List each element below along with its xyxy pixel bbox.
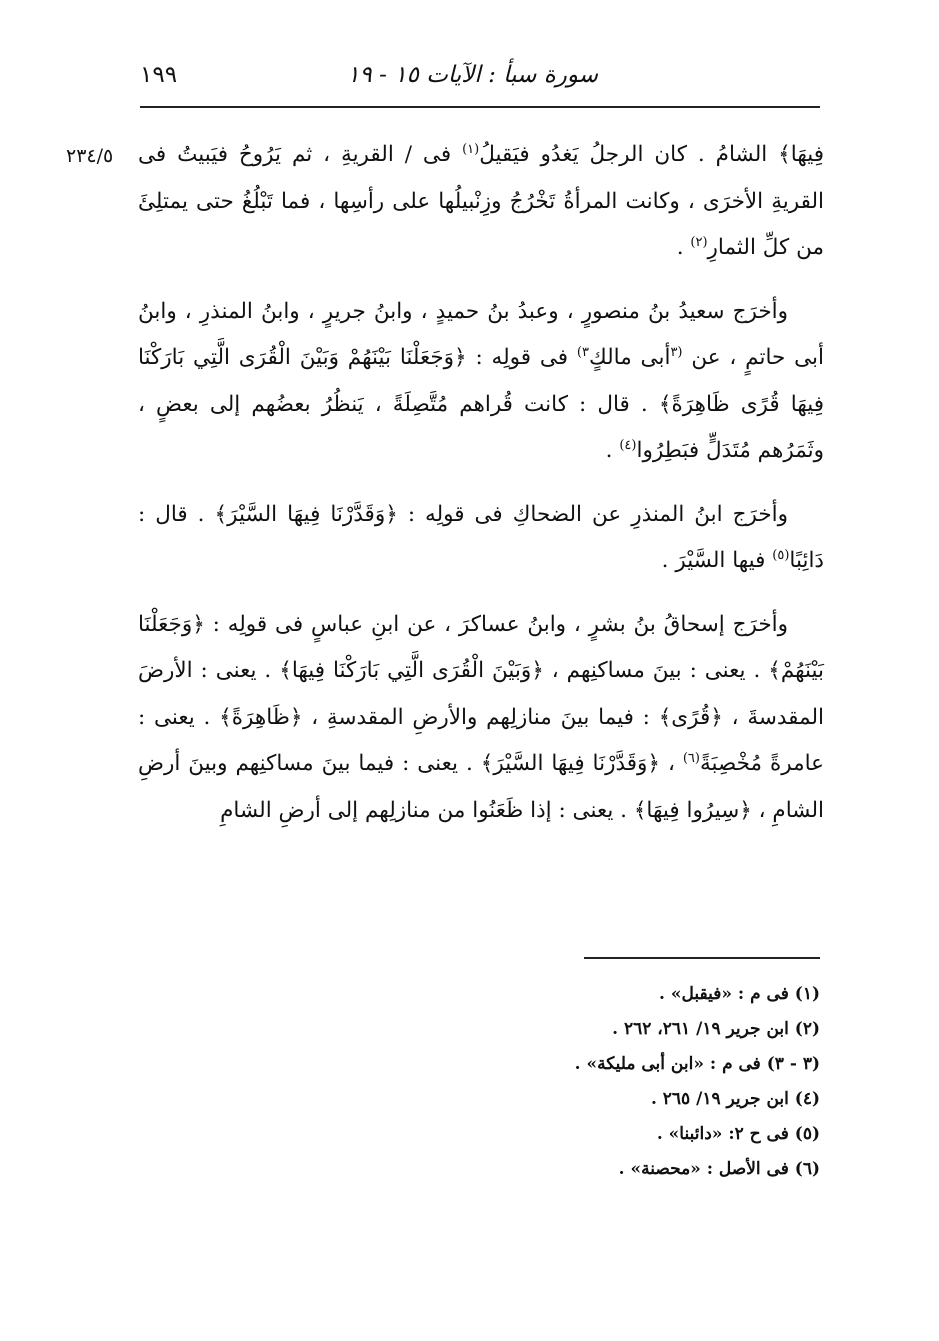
quran-quote: ﴿وَقَدَّرْنَا فِيهَا السَّيْرَ﴾ — [214, 501, 398, 527]
quran-quote: فِيهَا﴾ — [778, 142, 824, 167]
footnote-marker: (٦) — [682, 750, 700, 766]
running-title: سورة سبأ : الآيات ١٥ - ١٩ — [347, 62, 598, 88]
body-text-run: أبى مالكٍ — [588, 345, 671, 370]
footnote-marker: (١) — [462, 141, 480, 157]
body-text-run: وأخرَج إسحاقُ بنُ بشرٍ ، وابنُ عساكرَ ، عن ابنِ عباسٍ فى قولِه : — [204, 611, 788, 637]
body-text-run: . — [605, 438, 620, 463]
footnote-rule — [584, 957, 820, 959]
footnote-1: (١) فى م : «فيقبل» . — [659, 984, 820, 1004]
body-paragraph — [138, 602, 824, 835]
body-text-run: الشامُ . كان الرجلُ يَغدُو فيَقيلُ — [479, 142, 779, 167]
quran-quote: ﴿وَجَعَلْنَا بَيْنَهُمْ وَبَيْنَ الْقُرَى الَّتِي بَارَكْنَا فِيهَا قُرًى ظَاهِرَةً﴾ — [138, 345, 824, 417]
quran-quote: ﴿وَبَيْنَ الْقُرَى الَّتِي بَارَكْنَا فِيهَا﴾ — [279, 658, 544, 683]
body-paragraph — [138, 132, 824, 272]
body-text-run: : فيما بينَ منازلِهم والأرضِ المقدسةِ ، — [302, 704, 659, 730]
page-number: ١٩٩ — [140, 62, 178, 88]
footnote-3: (٣ - ٣) فى م : «ابن أبى مليكة» . — [574, 1054, 820, 1074]
quran-quote: ﴿سِيرُوا فِيهَا﴾ — [633, 797, 752, 823]
body-text-run: . يعنى : إذا ظَعَنُوا من منازلِهم إلى أرضِ الشامِ — [220, 797, 634, 823]
body-paragraph — [138, 492, 824, 585]
body-text-run: . يعنى : الأرضَ المقدسةَ ، — [138, 658, 824, 730]
body-text-run: ، — [660, 751, 683, 776]
quran-quote: ﴿وَجَعَلْنَا بَيْنَهُمْ﴾ — [138, 611, 825, 683]
body-text-run: . قال : كانت قُراهم مُتَّصِلَةً ، يَنظُرُ بعضُهم إلى بعضٍ ، وثَمَرُهم مُتَدَلٍّ فبَطِرُوا — [138, 391, 824, 463]
body-text-run: . — [676, 235, 691, 260]
body-text-run: . قال : دَائِبًا — [138, 501, 824, 573]
page-header — [140, 58, 820, 98]
body-text — [138, 132, 824, 851]
footnote-5: (٥) فى ح ٢: «دائبنا» . — [656, 1124, 820, 1144]
footnote-marker: ٣) — [576, 344, 589, 360]
body-text-run: فى قولِه : — [466, 345, 577, 370]
body-text-run: فى / القريةِ ، ثم يَرُوحُ فيَبيتُ فى القريةِ الأخرَى ، وكانت المرأةُ تَخْرُجُ وزِنْبيلُها على رأسِها ، فما تَبْلُغُ حتى يمتلِئَ من كلِّ الثمارِ — [138, 142, 824, 260]
footnote-2: (٢) ابن جرير ١٩/ ٢٦١، ٢٦٢ . — [612, 1019, 820, 1039]
header-rule — [140, 106, 820, 108]
body-text-run: . يعنى : عامرةً مُخْصِبَةً — [138, 704, 825, 776]
body-text-run: وأخرَج سعيدُ بنُ منصورٍ ، وعبدُ بنُ حميدٍ ، وابنُ جريرٍ ، وابنُ المنذرِ ، وابنُ أبى حاتمٍ ، عن — [138, 298, 825, 370]
body-text-run: وأخرَج ابنُ المنذرِ عن الضحاكِ فى قولِه : — [397, 501, 788, 527]
footnote-marker: (٣ — [670, 344, 683, 360]
body-text-run: . يعنى : بينَ مساكنِهم ، — [543, 658, 769, 683]
body-text-run: . يعنى : فيما بينَ مساكنِهم وبينَ أرضِ الشامِ ، — [138, 751, 824, 823]
margin-reference: ٢٣٤/٥ — [66, 145, 114, 167]
body-paragraph — [138, 289, 824, 475]
footnote-marker: (٤) — [619, 437, 637, 453]
footnote-6: (٦) فى الأصل : «محصنة» . — [618, 1159, 820, 1179]
body-text-run: فيها السَّيْرَ . — [661, 548, 773, 573]
footnote-marker: (٢) — [690, 234, 708, 250]
quran-quote: ﴿وَقَدَّرْنَا فِيهَا السَّيْرَ﴾ — [480, 751, 660, 776]
footnote-marker: (٥) — [772, 547, 790, 563]
quran-quote: ﴿ظَاهِرَةً﴾ — [219, 704, 303, 730]
footnotes — [300, 977, 820, 1187]
quran-quote: ﴿قُرًى﴾ — [658, 704, 723, 730]
footnote-4: (٤) ابن جرير ١٩/ ٢٦٥ . — [650, 1089, 820, 1109]
